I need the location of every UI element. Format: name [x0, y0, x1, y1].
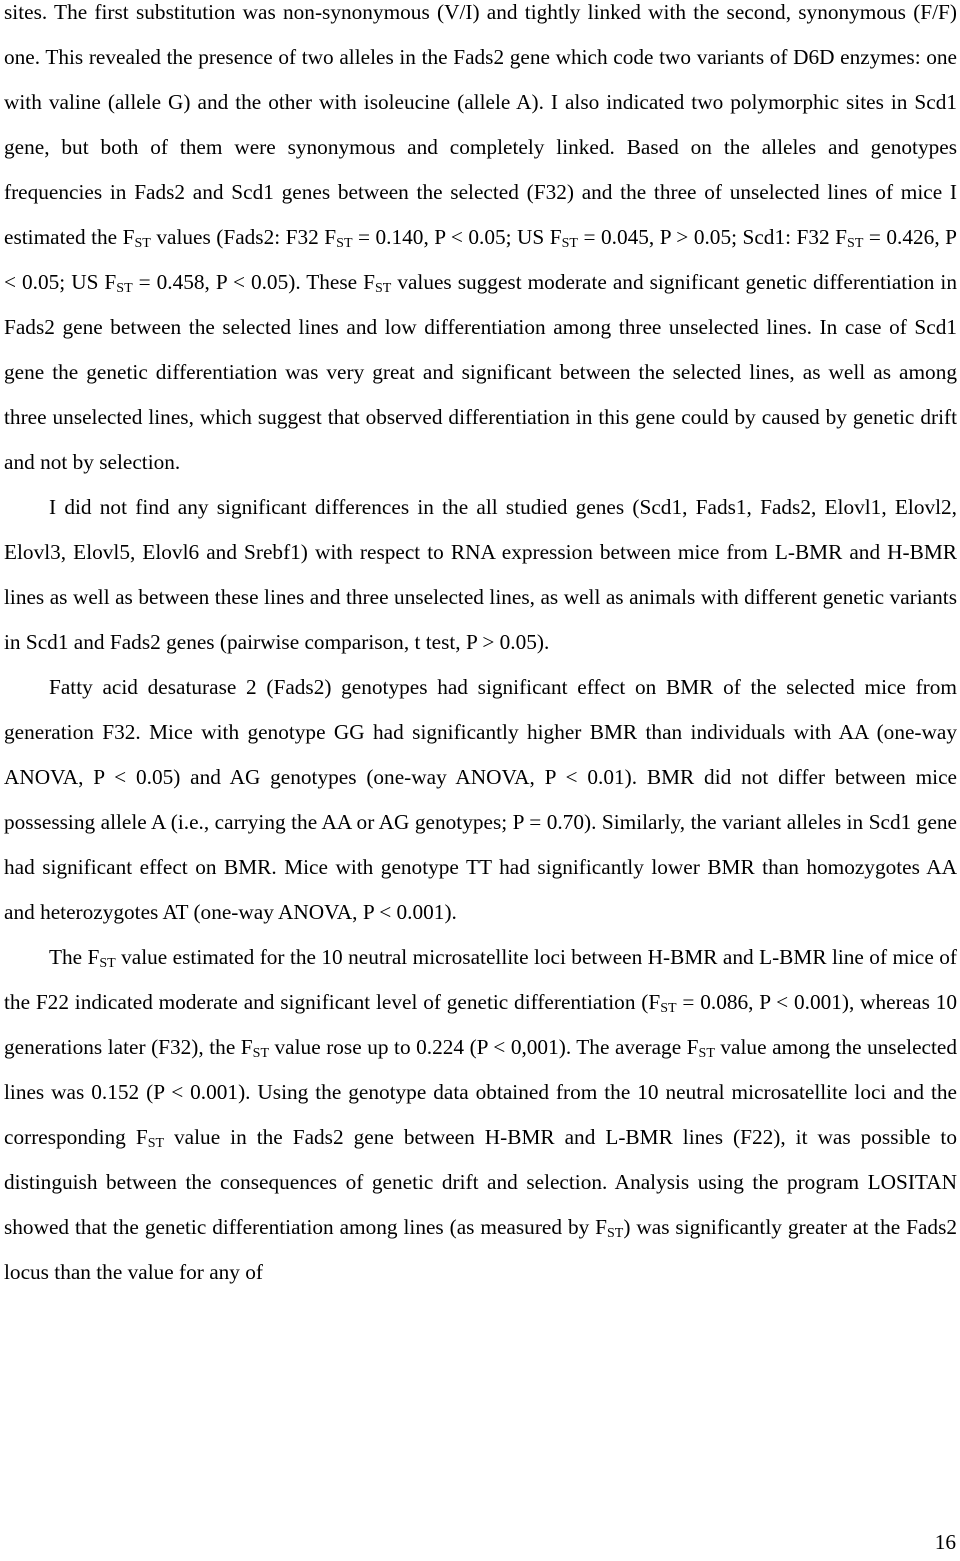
subscript-st: ST — [660, 1001, 677, 1016]
subscript-st: ST — [134, 236, 151, 251]
paragraph-microsatellite-loci — [4, 935, 957, 1295]
text-run: = 0.140, P < 0.05; US F — [352, 225, 562, 249]
text-run: value rose up to 0.224 (P < 0,001). The average F — [269, 1035, 699, 1059]
page-number: 16 — [934, 1530, 956, 1554]
text-run: = 0.426, P < 0.05; US F — [4, 225, 957, 294]
text-run: ) was significantly greater at the Fads2 locus than the value for any of — [4, 1215, 958, 1284]
text-run: The F — [49, 945, 100, 969]
subscript-st: ST — [847, 236, 864, 251]
text-run: I did not find any significant differences in the all studied genes (Scd1, Fads1, Fads2, Elovl1, Elovl2, Elovl3, Elovl5, Elovl6 and Srebf1) with respect to RNA expression between mice from L-BMR and H-BMR lines as well as between these lines and three unselected lines, as well as animals with different genetic variants in Scd1 and Fads2 genes (pairwise comparison, t test, P > 0.05). — [4, 495, 957, 654]
text-run: = 0.458, P < 0.05). These F — [132, 270, 375, 294]
subscript-st: ST — [698, 1046, 715, 1061]
subscript-st: ST — [561, 236, 578, 251]
subscript-st: ST — [252, 1046, 269, 1061]
text-run: values suggest moderate and significant genetic differentiation in Fads2 gene between the selected lines and low differentiation among three unselected lines. In case of Scd1 gene the genetic differentiation was very great and significant between the selected lines, as well as among three unselected lines, which suggest that observed differentiation in this gene could by caused by genetic drift and not by selection. — [4, 270, 957, 474]
subscript-st: ST — [116, 281, 133, 296]
text-run: = 0.086, P < 0.001), whereas 10 generations later (F32), the F — [4, 990, 958, 1059]
paragraph-bmr-genotypes — [4, 665, 957, 935]
text-run: value estimated for the 10 neutral microsatellite loci between H-BMR and L-BMR line of mice of the F22 indicated moderate and significant level of genetic differentiation (F — [4, 945, 957, 1014]
text-run: Fatty acid desaturase 2 (Fads2) genotypes had significant effect on BMR of the selected mice from generation F32. Mice with genotype GG had significantly higher BMR than individuals with AA (one-way ANOVA, P < 0.05) and AG genotypes (one-way ANOVA, P < 0.01). BMR did not differ between mice possessing allele A (i.e., carrying the AA or AG genotypes; P = 0.70). Similarly, the variant alleles in Scd1 gene had significant effect on BMR. Mice with genotype TT had significantly lower BMR than homozygotes AA and heterozygotes AT (one-way ANOVA, P < 0.001). — [4, 675, 957, 924]
subscript-st: ST — [374, 281, 392, 296]
text-run: values (Fads2: F32 F — [150, 225, 337, 249]
text-run: = 0.045, P > 0.05; Scd1: F32 F — [577, 225, 848, 249]
subscript-st: ST — [336, 236, 353, 251]
text-run: value in the Fads2 gene between H-BMR and L-BMR lines (F22), it was possible to distinguish between the consequences of genetic drift and selection. Analysis using the program LOSITAN showed that the genetic differentiation among lines (as measured by F — [4, 1125, 957, 1239]
subscript-st: ST — [99, 956, 116, 971]
paragraph-rna-expression — [4, 485, 957, 665]
document-page — [4, 0, 957, 1295]
subscript-st: ST — [147, 1136, 165, 1151]
subscript-st: ST — [607, 1226, 624, 1241]
text-run: sites. The first substitution was non-synonymous (V/I) and tightly linked with the second, synonymous (F/F) one. This revealed the presence of two alleles in the Fads2 gene which code two variants of D6D enzymes: one with valine (allele G) and the other with isoleucine (allele A). I also indicated two polymorphic sites in Scd1 gene, but both of them were synonymous and completely linked. Based on the alleles and genotypes frequencies in Fads2 and Scd1 genes between the selected (F32) and the three of unselected lines of mice I estimated the F — [4, 0, 957, 249]
text-run: value among the unselected lines was 0.152 (P < 0.001). Using the genotype data obtained from the 10 neutral microsatellite loci and the corresponding F — [4, 1035, 957, 1149]
paragraph-fst-analysis — [4, 0, 957, 485]
